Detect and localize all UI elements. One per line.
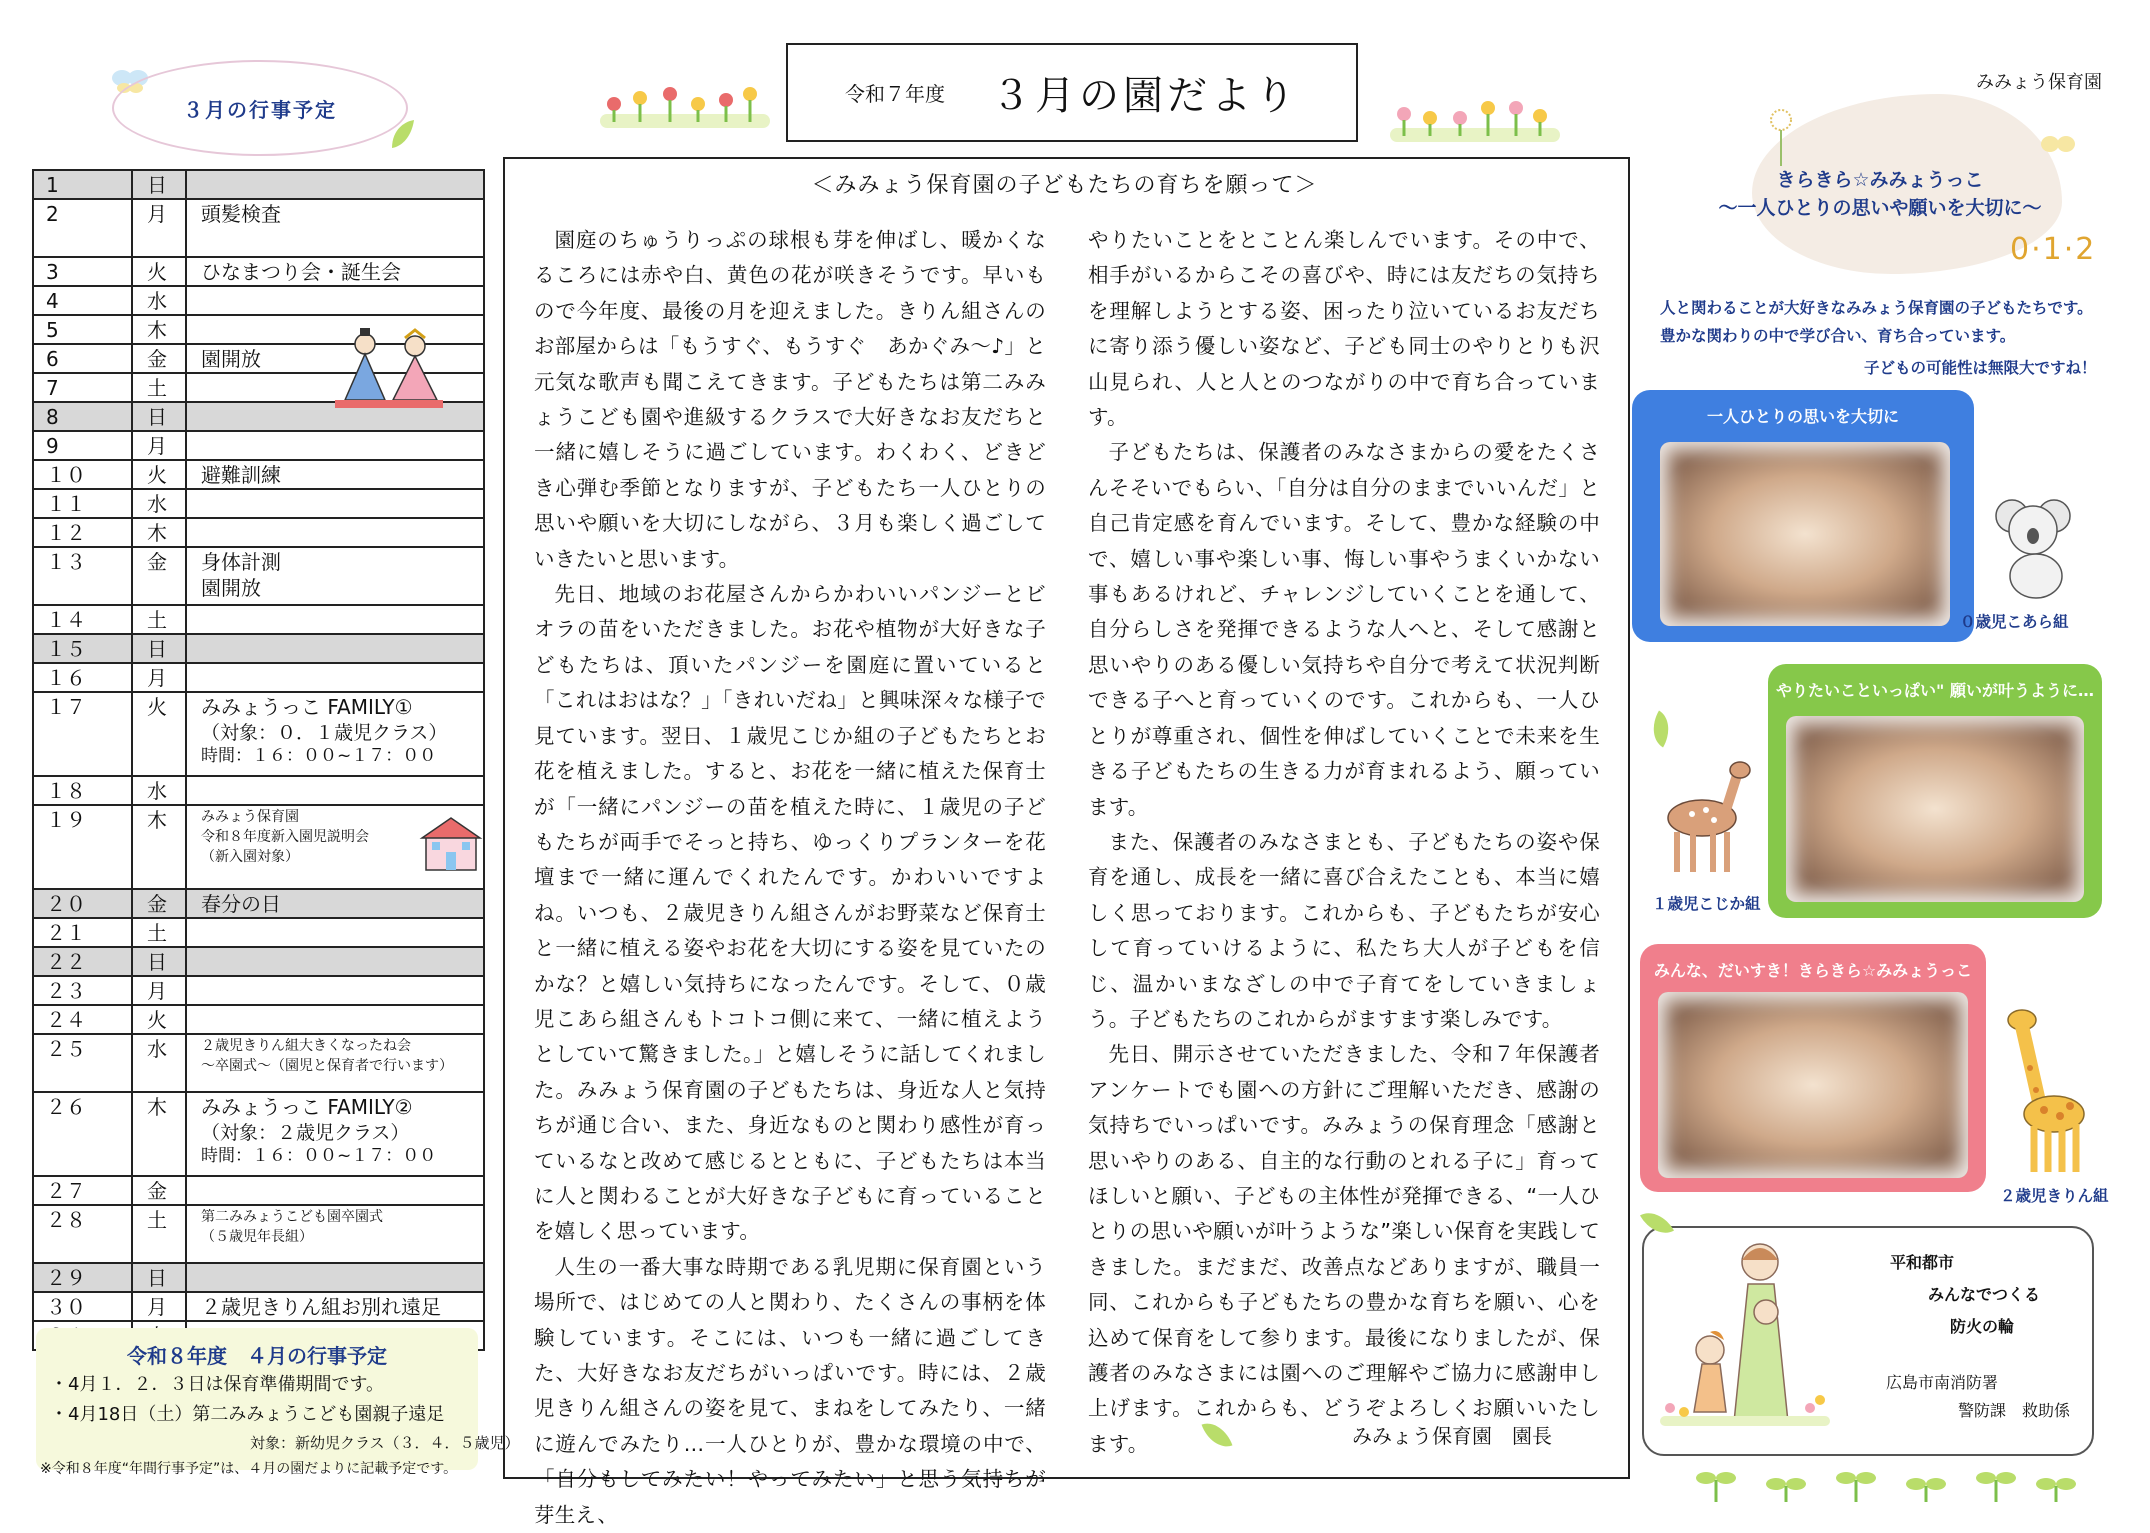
schedule-weekday: 木 [132,1092,186,1176]
schedule-weekday: 月 [132,199,186,257]
schedule-weekday: 日 [132,634,186,663]
schedule-day: 8 [33,402,132,431]
schedule-weekday: 金 [132,547,186,605]
schedule-event-line: 避難訓練 [201,463,281,487]
schedule-event [186,199,484,257]
intro-line-3: 子どもの可能性は無限大ですね！ [1864,359,2097,377]
photo-label: やりたいこといっぱい" 願いが叶うように… [1776,681,2094,700]
schedule-row [33,431,484,460]
schedule-weekday: 水 [132,489,186,518]
schedule-title: ３月の行事予定 [112,60,408,156]
schedule-event-line: 第二みみょうこども園卒園式 [201,1209,383,1225]
schedule-day: ２１ [33,918,132,947]
schedule-day: 4 [33,286,132,315]
schedule-weekday: 木 [132,315,186,344]
schedule-event [186,1205,484,1263]
letter-paragraph: 先日、開示させていただきました、令和７年保護者アンケートでも園への方針にご理解いただき、感謝の気持ちでいっぱいです。みみょうの保育理念「感謝と思いやりのある、自主的な行動のとれる子に」育ってほしいと願い、子どもの主体性が発揮できる、“一人ひとりの思いや願いが叶うような”楽しい保育を実践してきました。まだまだ、改善点などありますが、職員一同、これからも子どもたちの豊かな育ちを願い、心を込めて保育をして参ります。最後になりましたが、保護者のみなさまには園へのご理解やご協力に感謝申し上げます。これからも、どうぞよろしくお願いいたします。 [1088,1042,1600,1456]
schedule-day: 9 [33,431,132,460]
schedule-day: 5 [33,315,132,344]
schedule-event [186,1263,484,1292]
class-photo [1658,992,1968,1178]
fire-line-1: 平和都市 [1890,1253,1955,1272]
butterfly-icon [2040,132,2076,162]
flowers-left-illustration [600,64,770,130]
fiscal-year: 令和７年度 [845,82,945,106]
schedule-event [186,1176,484,1205]
schedule-event [186,1292,484,1321]
schedule-day: 3 [33,257,132,286]
photo-caption-koala: ０歳児こあら組 [1960,613,2069,631]
newsletter-title: ３月の園だより [991,73,1299,119]
hina-dolls-illustration [330,320,448,412]
schedule-weekday: 金 [132,1176,186,1205]
schedule-row [33,460,484,489]
photo-label: 一人ひとりの思いを大切に [1706,407,1899,426]
schedule-day: 1 [33,170,132,199]
class-photo [1786,716,2084,902]
leaf-icon [388,118,416,152]
dandelion-icon [1766,108,1796,168]
schedule-row [33,1292,484,1321]
schedule-row [33,1005,484,1034]
schedule-event [186,1034,484,1092]
photo-card-koala-class [1632,390,1974,642]
photo-label: みんな、だいすき！きらきら☆みみょうっこ [1653,961,1973,980]
schedule-day: ３０ [33,1292,132,1321]
schedule-day: ２８ [33,1205,132,1263]
letter-signature: みみょう保育園 園長 [1352,1424,1552,1448]
kira-title [1660,166,2100,222]
schedule-day: ２４ [33,1005,132,1034]
age-012-label: 0·1·2 [2010,232,2097,267]
schedule-day: １９ [33,805,132,889]
schedule-event [186,286,484,315]
schedule-event-line: ２歳児きりん組お別れ遠足 [201,1295,441,1319]
schedule-row [33,170,484,199]
schedule-event [186,889,484,918]
schedule-event-line: みみょうっこ FAMILY② [201,1095,413,1119]
kira-title-line-1: きらきら☆みみょうっこ [1776,169,1984,191]
april-line-2: ・4月18日（土）第二みみょうこども園親子遠足 [50,1404,445,1425]
schedule-row [33,286,484,315]
leaf-icon [1644,711,1678,748]
schedule-row [33,489,484,518]
fire-line-3: 防火の輪 [1950,1317,2015,1336]
fire-line-4: 広島市南消防署 [1886,1373,1999,1392]
photo-caption-giraffe: ２歳児きりん組 [2000,1187,2109,1205]
schedule-weekday: 水 [132,1034,186,1092]
schedule-weekday: 日 [132,402,186,431]
schedule-row [33,889,484,918]
schedule-day: １７ [33,692,132,776]
intro-line-2: 豊かな関わりの中で学び合い、育ち合っています。 [1660,327,2016,345]
april-line-1: ・4月１．２．３日は保育準備期間です。 [50,1374,385,1395]
schedule-row [33,1263,484,1292]
schedule-event [186,170,484,199]
schedule-event [186,489,484,518]
schedule-event [186,663,484,692]
schedule-event [186,1005,484,1034]
april-title: 令和８年度 ４月の行事予定 [127,1344,387,1368]
schedule-row [33,776,484,805]
schedule-weekday: 日 [132,170,186,199]
photo-caption-deer: １歳児こじか組 [1652,895,1761,913]
schedule-event-line: ひなまつり会・誕生会 [201,260,401,284]
letter-paragraph: 人生の一番大事な時期である乳児期に保育園という場所で、はじめての人と関わり、たくさんの事柄を体験しています。そこには、いつも一緒に過ごしてきた、大好きなお友だちがいっぱいです。時には、２歳児きりん組さんの姿を見て、まねをしてみたり、一緒に遊んでみたり…一人ひとりが、豊かな環境の中で、「自分もしてみたい！やってみたい」と思う気持ちが芽生え、 [534,1254,1046,1527]
schedule-event-line: ～卒園式～（園児と保育者で行います） [201,1058,453,1074]
schedule-weekday: 火 [132,257,186,286]
schedule-row [33,976,484,1005]
schedule-row [33,663,484,692]
schedule-weekday: 火 [132,1005,186,1034]
schedule-event [186,976,484,1005]
schedule-day: 6 [33,344,132,373]
schedule-weekday: 土 [132,373,186,402]
sprouts-illustration [1690,1468,2080,1504]
schedule-event [186,776,484,805]
schedule-event [186,692,484,776]
koala-illustration [1992,490,2078,600]
schedule-row [33,1205,484,1263]
schedule-row [33,1034,484,1092]
schedule-day: １５ [33,634,132,663]
fire-line-5: 警防課 救助係 [1958,1401,2071,1420]
schedule-day: １２ [33,518,132,547]
schedule-row [33,199,484,257]
schedule-row [33,257,484,286]
schedule-day: ２５ [33,1034,132,1092]
intro-line-1: 人と関わることが大好きなみみょう保育園の子どもたちです。 [1660,299,2093,317]
schedule-day: ２６ [33,1092,132,1176]
schedule-weekday: 水 [132,286,186,315]
schedule-event [186,1092,484,1176]
schedule-weekday: 日 [132,1263,186,1292]
schedule-day: １１ [33,489,132,518]
schedule-row [33,947,484,976]
schedule-event-line: みみょう保育園 [201,809,299,825]
schedule-event-line: みみょうっこ FAMILY① [201,695,413,719]
schedule-day: １３ [33,547,132,605]
schedule-row [33,605,484,634]
schedule-event-line: 時間：１６：００~１７：００ [201,746,437,766]
letter-heading: ＜みみょう保育園の子どもたちの育ちを願って＞ [811,173,1318,198]
schedule-event-line: 時間：１６：００~１７：００ [201,1146,437,1166]
schedule-event-line: 令和８年度新入園児説明会 [201,829,369,845]
schedule-day: ２７ [33,1176,132,1205]
schedule-day: 2 [33,199,132,257]
letter-paragraph: また、保護者のみなさまとも、子どもたちの姿や保育を通し、成長を一緒に喜び合えたことも、本当に嬉しく思っております。これからも、子どもたちが安心して育っていけるように、私たち大人が子どもを信じ、温かいまなざしの中で子育てをしていきましょう。子どもたちのこれからがますます楽しみです。 [1088,829,1600,1031]
newsletter-title-box [786,43,1358,142]
schedule-day: １６ [33,663,132,692]
schedule-day: ２０ [33,889,132,918]
mother-and-children-illustration [1660,1232,1830,1428]
schedule-row [33,805,484,889]
schedule-event-line: （対象：０．１歳児クラス） [201,722,448,744]
flowers-right-illustration [1390,78,1560,144]
schedule-row [33,547,484,605]
schedule-weekday: 火 [132,460,186,489]
schedule-day: ２２ [33,947,132,976]
schedule-row [33,918,484,947]
schedule-row [33,634,484,663]
schedule-event-line: 園開放 [201,576,261,600]
schedule-weekday: 木 [132,518,186,547]
schedule-weekday: 月 [132,663,186,692]
letter-paragraph: 子どもたちは、保護者のみなさまからの愛をたくさんそそいでもらい、「自分は自分のままでいいんだ」と自己肯定感を育んでいます。そして、豊かな経験の中で、嬉しい事や楽しい事、悔しい事やうまくいかない事もあるけれど、チャレンジしていくことを通して、自分らしさを発揮できるような人へと、そして感謝と思いやりのある優しい気持ちや自分で考えて状況判断できる子へと育っていくのです。これからも、一人ひとりが尊重され、個性を伸ばしていくことで未来を生きる子どもたちの生きる力が育まれるよう、願っています。 [1088,440,1600,819]
schedule-day: ２９ [33,1263,132,1292]
schedule-weekday: 水 [132,776,186,805]
schedule-weekday: 月 [132,976,186,1005]
class-photo [1660,442,1950,626]
schedule-weekday: 土 [132,918,186,947]
schedule-weekday: 金 [132,889,186,918]
schedule-event-line: （新入園対象） [201,849,299,865]
letter-paragraph: 先日、地域のお花屋さんからかわいいパンジーとビオラの苗をいただきました。お花や植物が大好きな子どもたちは、頂いたパンジーを園庭に置いていると「これはおはな？」「きれいだね」と興味深々な様子で見ています。翌日、１歳児こじか組の子どもたちとお花を植えました。すると、お花を一緒に植えた保育士が「一緒にパンジーの苗を植えた時に、１歳児の子どもたちが両手でそっと持ち、ゆっくりプランターを花壇まで一緒に運んでくれたんです。かわいいですよね。いつも、２歳児きりん組さんがお野菜など保育士と一緒に植える姿やお花を大切にする姿を見ていたのかな？と嬉しい気持ちになったんです。そして、０歳児こあら組さんもトコトコ側に来て、一緒に植えようとしていて驚きました。」と嬉しそうに話してくれました。みみょう保育園の子どもたちは、身近な人と気持ちが通じ合い、また、身近なものと関わり感性が育っているなと改めて感じるとともに、子どもたちは本当に人と関わることが大好きな子どもに育っていることを嬉しく思っています。 [534,582,1046,1244]
schedule-event-line: 春分の日 [201,892,281,916]
schedule-event-line: ２歳児きりん組大きくなったね会 [201,1038,411,1054]
schedule-row [33,518,484,547]
kira-title-line-2: ～一人ひとりの思いや願いを大切に～ [1718,197,2042,219]
school-building-illustration [418,812,484,874]
letter-paragraph: やりたいことをとことん楽しんでいます。その中で、相手がいるからこその喜びや、時には友だちの気持ちを理解しようとする姿、困ったり泣いているお友だちに寄り添う優しい姿など、子ども同士のやりとりも沢山見られ、人と人とのつながりの中で育ち合っています。 [1088,228,1600,430]
schedule-event [186,518,484,547]
schedule-event-line: （５歳児年長組） [201,1229,313,1245]
schedule-day: １４ [33,605,132,634]
schedule-weekday: 月 [132,1292,186,1321]
schedule-weekday: 日 [132,947,186,976]
letter-column-1 [534,223,1046,1533]
schedule-row [33,692,484,776]
photo-card-deer-class [1768,664,2102,918]
schedule-event [186,918,484,947]
schedule-weekday: 土 [132,1205,186,1263]
schedule-event-line: 園開放 [201,347,261,371]
schedule-event-line: 頭髪検査 [201,202,281,226]
photo-card-giraffe-class [1640,944,1986,1192]
schedule-row [33,1176,484,1205]
letter-column-2 [1088,223,1600,1462]
schedule-event [186,460,484,489]
schedule-event [186,431,484,460]
schedule-event [186,634,484,663]
april-note: ※令和８年度“年間行事予定”は、４月の園だよりに記載予定です。 [40,1461,458,1477]
schedule-day: １８ [33,776,132,805]
schedule-weekday: 木 [132,805,186,889]
schedule-weekday: 火 [132,692,186,776]
schedule-event [186,257,484,286]
giraffe-illustration [2000,1006,2090,1176]
letter-paragraph: 園庭のちゅうりっぷの球根も芽を伸ばし、暖かくなるころには赤や白、黄色の花が咲きそうです。早いもので今年度、最後の月を迎えました。きりん組さんのお部屋からは「もうすぐ、もうすぐ あかぐみ～♪」と元気な歌声も聞こえてきます。子どもたちは第二みみょうこども園や進級するクラスで大好きなお友だちと一緒に嬉しそうに過ごしています。わくわく、どきどき心弾む季節となりますが、子どもたち一人ひとりの思いや願いを大切にしながら、３月も楽しく過ごしていきたいと思います。 [534,228,1046,571]
fire-line-2: みんなでつくる [1928,1285,2041,1304]
schedule-weekday: 金 [132,344,186,373]
deer-illustration [1652,748,1752,878]
schedule-event-line: 身体計測 [201,550,281,574]
schedule-event-line: （対象：２歳児クラス） [201,1122,410,1144]
schedule-event [186,947,484,976]
schedule-event [186,605,484,634]
schedule-row [33,1092,484,1176]
schedule-weekday: 土 [132,605,186,634]
school-name: みみょう保育園 [1976,72,2102,93]
schedule-weekday: 月 [132,431,186,460]
april-line-3: 対象：新幼児クラス（３．４．５歳児） [250,1434,520,1452]
schedule-event [186,547,484,605]
schedule-day: １０ [33,460,132,489]
schedule-day: ２３ [33,976,132,1005]
schedule-day: 7 [33,373,132,402]
